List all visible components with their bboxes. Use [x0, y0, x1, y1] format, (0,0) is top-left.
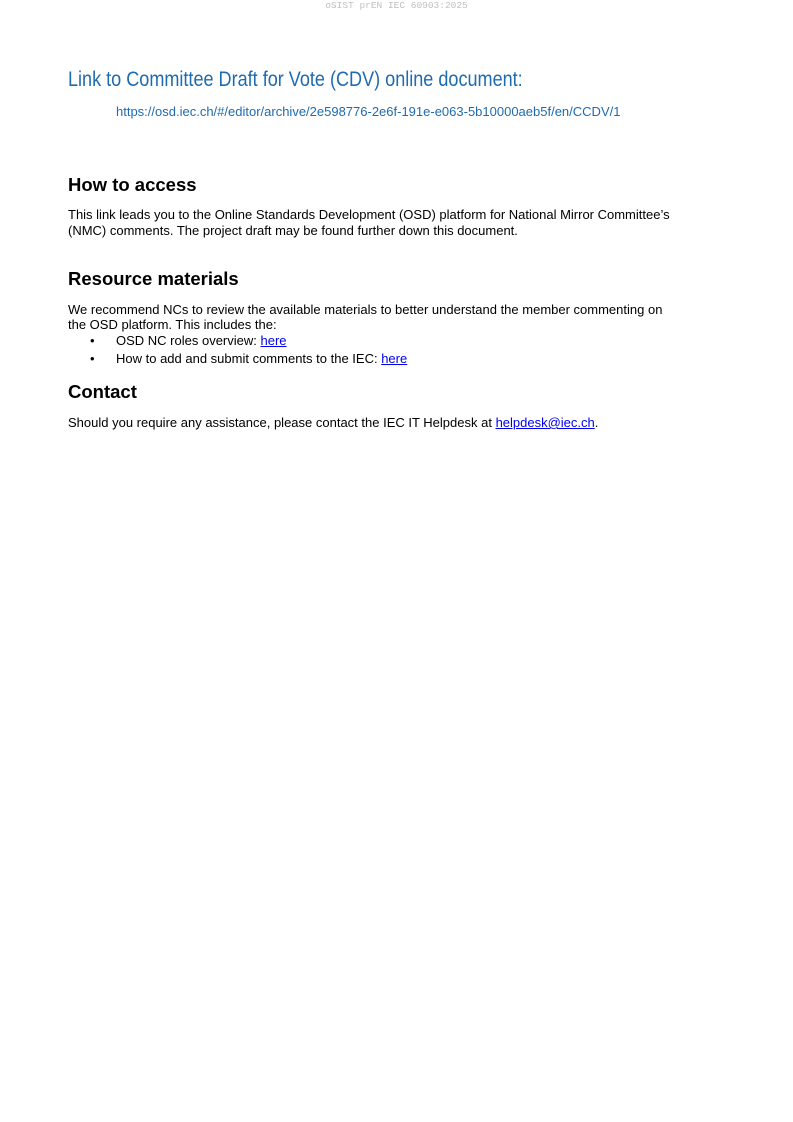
resources-line-1: We recommend NCs to review the available materials to better understand the member commenting on	[68, 302, 663, 317]
bullet-icon: •	[90, 351, 95, 366]
contact-sentence: Should you require any assistance, please contact the IEC IT Helpdesk at	[68, 415, 496, 430]
cdv-link-title: Link to Committee Draft for Vote (CDV) online document:	[68, 68, 523, 91]
list-item	[90, 351, 407, 366]
list-item	[90, 333, 287, 348]
list-item-text: OSD NC roles overview:	[116, 333, 261, 348]
contact-period: .	[594, 415, 599, 430]
document-id-header: oSIST prEN IEC 60903:2025	[325, 0, 468, 11]
osd-roles-link[interactable]: here	[260, 333, 287, 348]
contact-text	[68, 415, 598, 431]
submit-comments-link[interactable]: here	[381, 351, 408, 366]
list-item-text: How to add and submit comments to the IEC:	[116, 351, 382, 366]
how-to-access-line-2: (NMC) comments. The project draft may be found further down this document.	[68, 223, 518, 238]
contact-heading: Contact	[68, 381, 137, 402]
how-to-access-heading: How to access	[68, 174, 197, 195]
helpdesk-email-link[interactable]: helpdesk@iec.ch	[495, 415, 595, 430]
resources-line-2: the OSD platform. This includes the:	[68, 317, 277, 332]
how-to-access-line-1: This link leads you to the Online Standards Development (OSD) platform for National Mirror Committee’s	[68, 207, 670, 222]
bullet-icon: •	[90, 333, 95, 348]
cdv-document-link[interactable]: https://osd.iec.ch/#/editor/archive/2e598776-2e6f-191e-e063-5b10000aeb5f/en/CCDV/1	[116, 104, 621, 119]
resource-materials-heading: Resource materials	[68, 268, 239, 289]
